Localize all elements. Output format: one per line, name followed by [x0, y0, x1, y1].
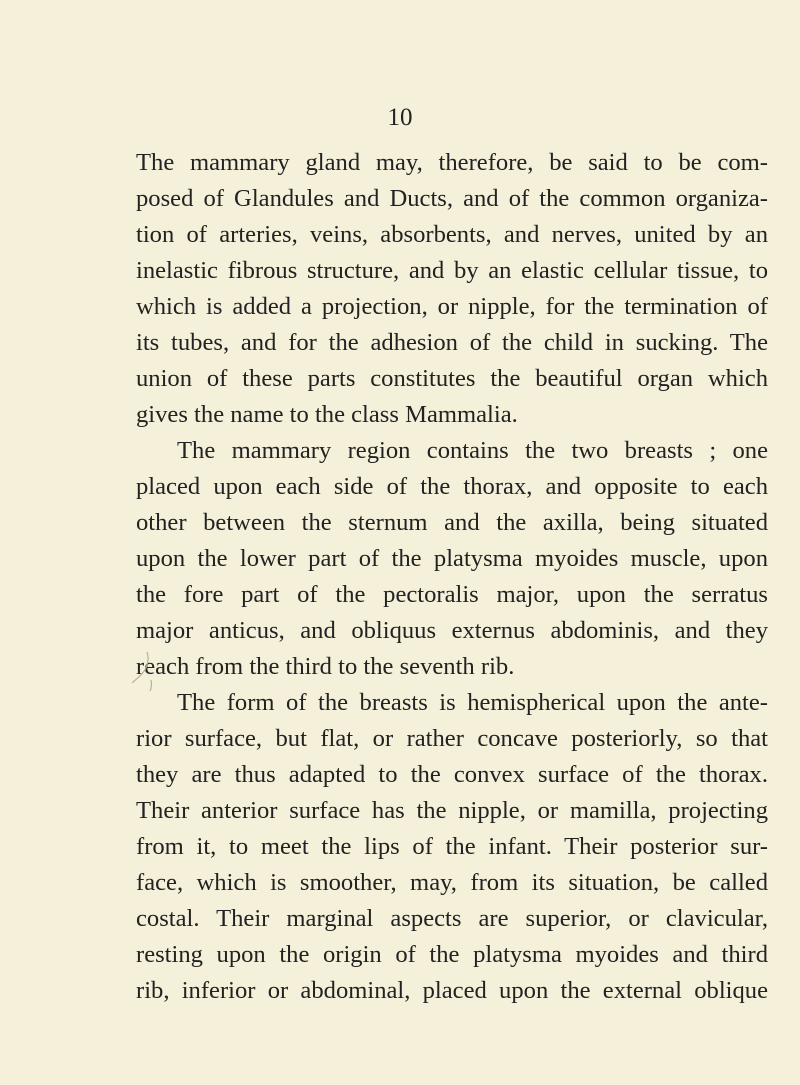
- text-line: gives the name to the class Mammalia.: [136, 401, 518, 428]
- pencil-mark-icon: [131, 650, 157, 692]
- text-line: Their anterior surface has the nipple, or mamilla, projecting: [136, 797, 768, 824]
- text-line: other between the sternum and the axilla, being situated: [136, 509, 768, 536]
- text-line: from it, to meet the lips of the infant. Their posterior sur-: [136, 833, 768, 860]
- text-line: inelastic fibrous structure, and by an elastic cellular tissue, to: [136, 257, 768, 284]
- text-line: The form of the breasts is hemispherical upon the ante-: [177, 689, 768, 716]
- text-line: posed of Glandules and Ducts, and of the common organiza-: [136, 185, 768, 212]
- text-line: rib, inferior or abdominal, placed upon the external oblique: [136, 977, 768, 1004]
- text-line: costal. Their marginal aspects are superior, or clavicular,: [136, 905, 768, 932]
- text-line: face, which is smoother, may, from its situation, be called: [136, 869, 768, 896]
- text-line: the fore part of the pectoralis major, upon the serratus: [136, 581, 768, 608]
- text-line: they are thus adapted to the convex surface of the thorax.: [136, 761, 768, 788]
- text-line: union of these parts constitutes the beautiful organ which: [136, 365, 768, 392]
- text-line: placed upon each side of the thorax, and opposite to each: [136, 473, 768, 500]
- text-line: rior surface, but flat, or rather concave posteriorly, so that: [136, 725, 768, 752]
- text-line: The mammary region contains the two breasts ; one: [177, 437, 768, 464]
- text-line: major anticus, and obliquus externus abdominis, and they: [136, 617, 768, 644]
- text-line: upon the lower part of the platysma myoides muscle, upon: [136, 545, 768, 572]
- text-line: which is added a projection, or nipple, for the termination of: [136, 293, 768, 320]
- text-line: its tubes, and for the adhesion of the child in sucking. The: [136, 329, 768, 356]
- text-line: reach from the third to the seventh rib.: [136, 653, 515, 680]
- page-number: 10: [387, 104, 413, 131]
- text-line: resting upon the origin of the platysma myoides and third: [136, 941, 768, 968]
- text-line: tion of arteries, veins, absorbents, and nerves, united by an: [136, 221, 768, 248]
- text-line: The mammary gland may, therefore, be said to be com-: [136, 149, 768, 176]
